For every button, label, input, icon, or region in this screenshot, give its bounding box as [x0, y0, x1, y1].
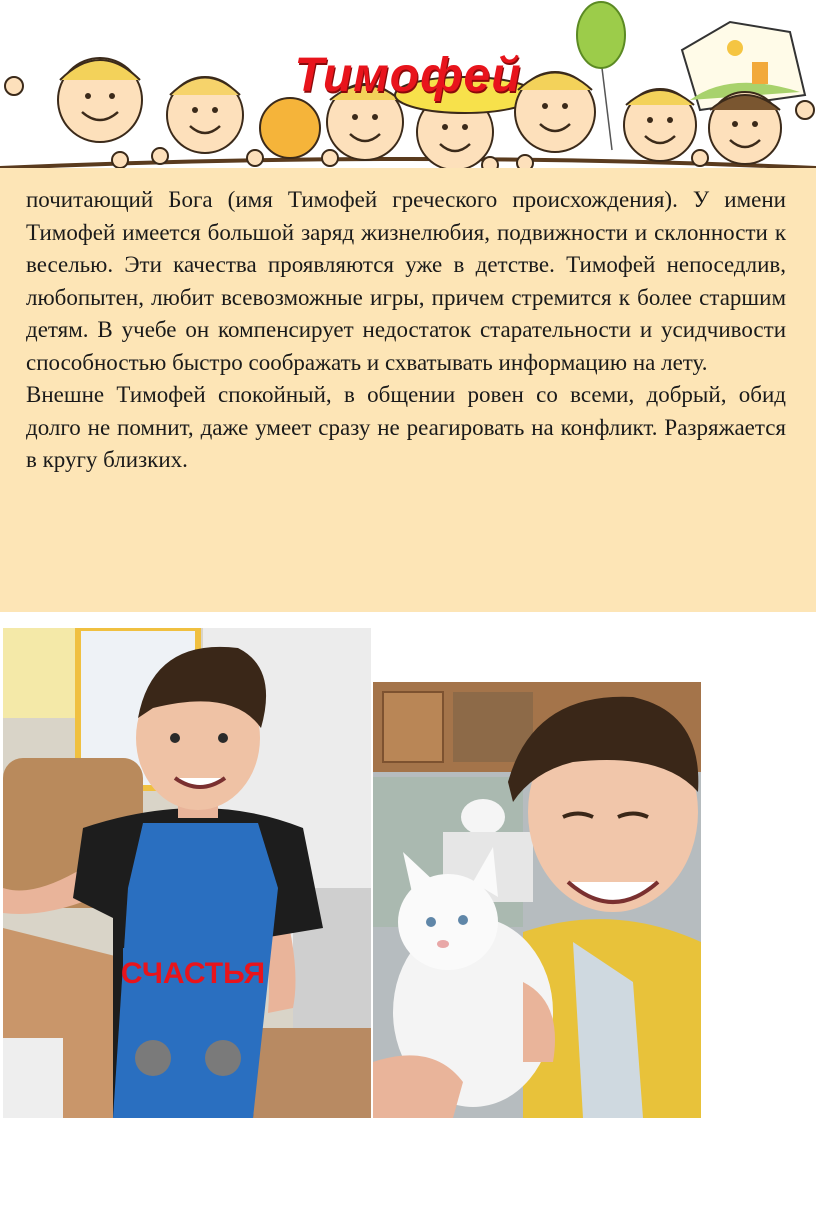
apron-text: СЧАСТЬЯ: [120, 957, 266, 990]
paragraph-2: Внешне Тимофей спокойный, в общении ровен со всеми, добрый, обид долго не помнит, даже умеет сразу не реагировать на конфликт. Разряжается в кругу близких.: [26, 382, 786, 472]
paragraph-1: почитающий Бога (имя Тимофей греческого происхождения). У имени Тимофей имеется большой заряд жизнелюбия, подвижности и склонности к веселью. Эти качества проявляются уже в детстве. Тимофей непоседлив, любопытен, любит всевозможные игры, причем стремится к более старшим детям. В учебе он компенсирует недостаток старательности и усидчивости способностью быстро соображать и схватывать информацию на лету.: [26, 187, 786, 375]
photo-boy-in-apron: [3, 628, 371, 1118]
page-title: Тимофей: [294, 49, 522, 102]
description-panel: [0, 168, 816, 612]
photo-boy-with-kitten: [373, 682, 701, 1118]
